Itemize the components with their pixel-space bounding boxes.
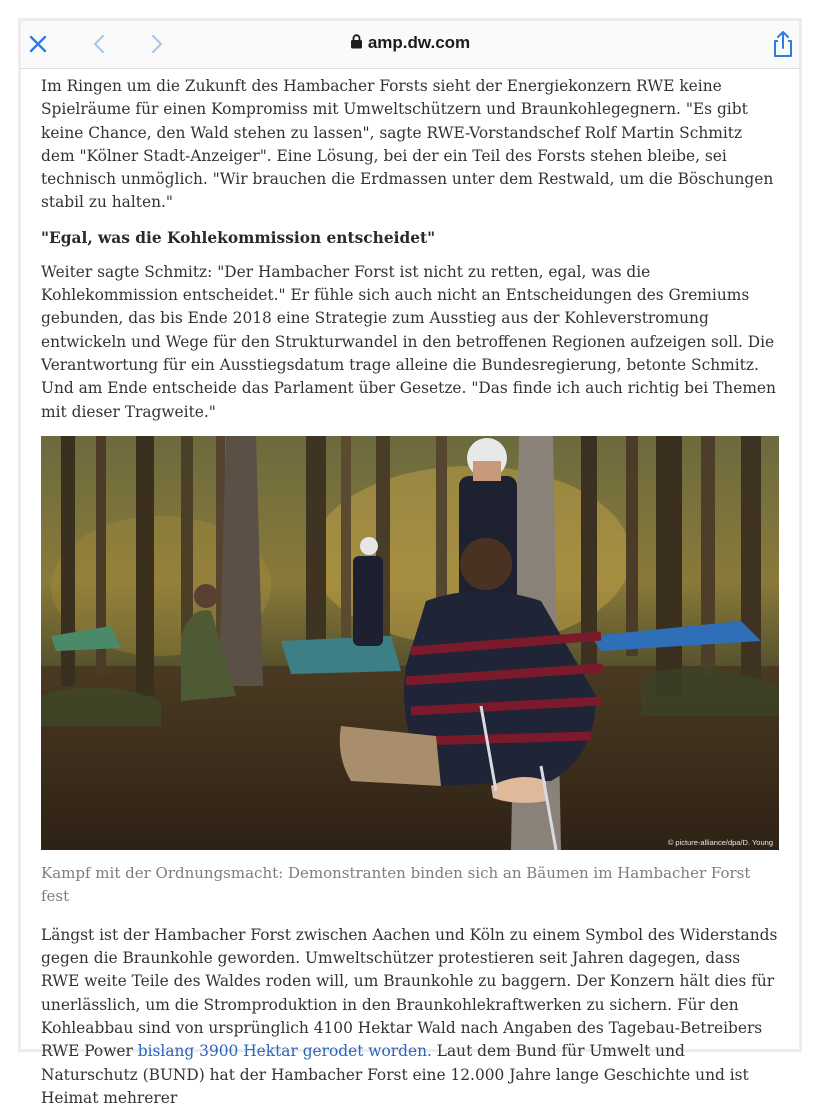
article-subheading: "Egal, was die Kohlekommission entscheidet" [41, 228, 436, 247]
image-credit: © picture-alliance/dpa/D. Young [667, 837, 773, 847]
article-paragraph-1: Im Ringen um die Zukunft des Hambacher Forsts sieht der Energiekonzern RWE keine Spielräume für einen Kompromiss mit Umweltschützern und Braunkohlegegnern. "Es gibt keine Chance, den Wald stehen zu lassen", sagte RWE-Vorstandschef Rolf Martin Schmitz dem "Kölner Stadt-Anzeiger". Eine Lösung, bei der ein Teil des Forsts stehen bleibe, sei technisch unmöglich. "Wir brauchen die Erdmassen unter dem Restwald, um die Böschungen stabil zu halten." [41, 77, 774, 212]
address-bar[interactable] [21, 33, 799, 54]
browser-toolbar [21, 21, 799, 69]
paragraph-3-text-after: Laut dem Bund für Umwelt und Naturschutz (BUND) hat der Hambacher Forst eine 12.000 Jahre lange Geschichte und ist Heimat mehrerer [41, 1042, 749, 1107]
article-paragraph-2: Weiter sagte Schmitz: "Der Hambacher Forst ist nicht zu retten, egal, was die Kohlekommission entscheidet." Er fühle sich auch nicht an Entscheidungen des Gremiums gebunden, das bis Ende 2018 eine Strategie zum Ausstieg aus der Kohleverstromung entwickeln und Wege für den Strukturwandel in den betroffenen Regionen aufzeigen soll. Die Verantwortung für ein Ausstiegsdatum trage alleine die Bundesregierung, betonte Schmitz. Und am Ende entscheide das Parlament über Gesetze. "Das finde ich auch richtig bei Themen mit dieser Tragweite." [41, 262, 776, 421]
lock-icon [350, 34, 363, 54]
article-body [21, 69, 799, 1110]
article-paragraph-3 [41, 924, 779, 1110]
share-icon[interactable] [769, 29, 795, 55]
cleared-hectares-link[interactable]: bislang 3900 Hektar gerodet worden. [137, 1042, 432, 1061]
browser-window [18, 18, 802, 1107]
article-photo[interactable] [41, 436, 779, 850]
image-caption: Kampf mit der Ordnungsmacht: Demonstranten binden sich an Bäumen im Hambacher Forst fest [41, 863, 751, 905]
forest-protest-photo [41, 436, 779, 850]
paragraph-3-text-before: Längst ist der Hambacher Forst zwischen Aachen und Köln zu einem Symbol des Widerstands gegen die Braunkohle geworden. Umweltschützer protestieren seit Jahren dagegen, dass RWE weite Teile des Waldes roden will, um Braunkohle zu baggern. Der Konzern hält dies für unerlässlich, um die Stromproduktion in den Braunkohlekraftwerken zu sichern. Für den Kohleabbau sind von ursprünglich 4100 Hektar Wald nach Angaben des Tagebau-Betreibers RWE Power [41, 925, 778, 1061]
url-text: amp.dw.com [367, 33, 471, 52]
